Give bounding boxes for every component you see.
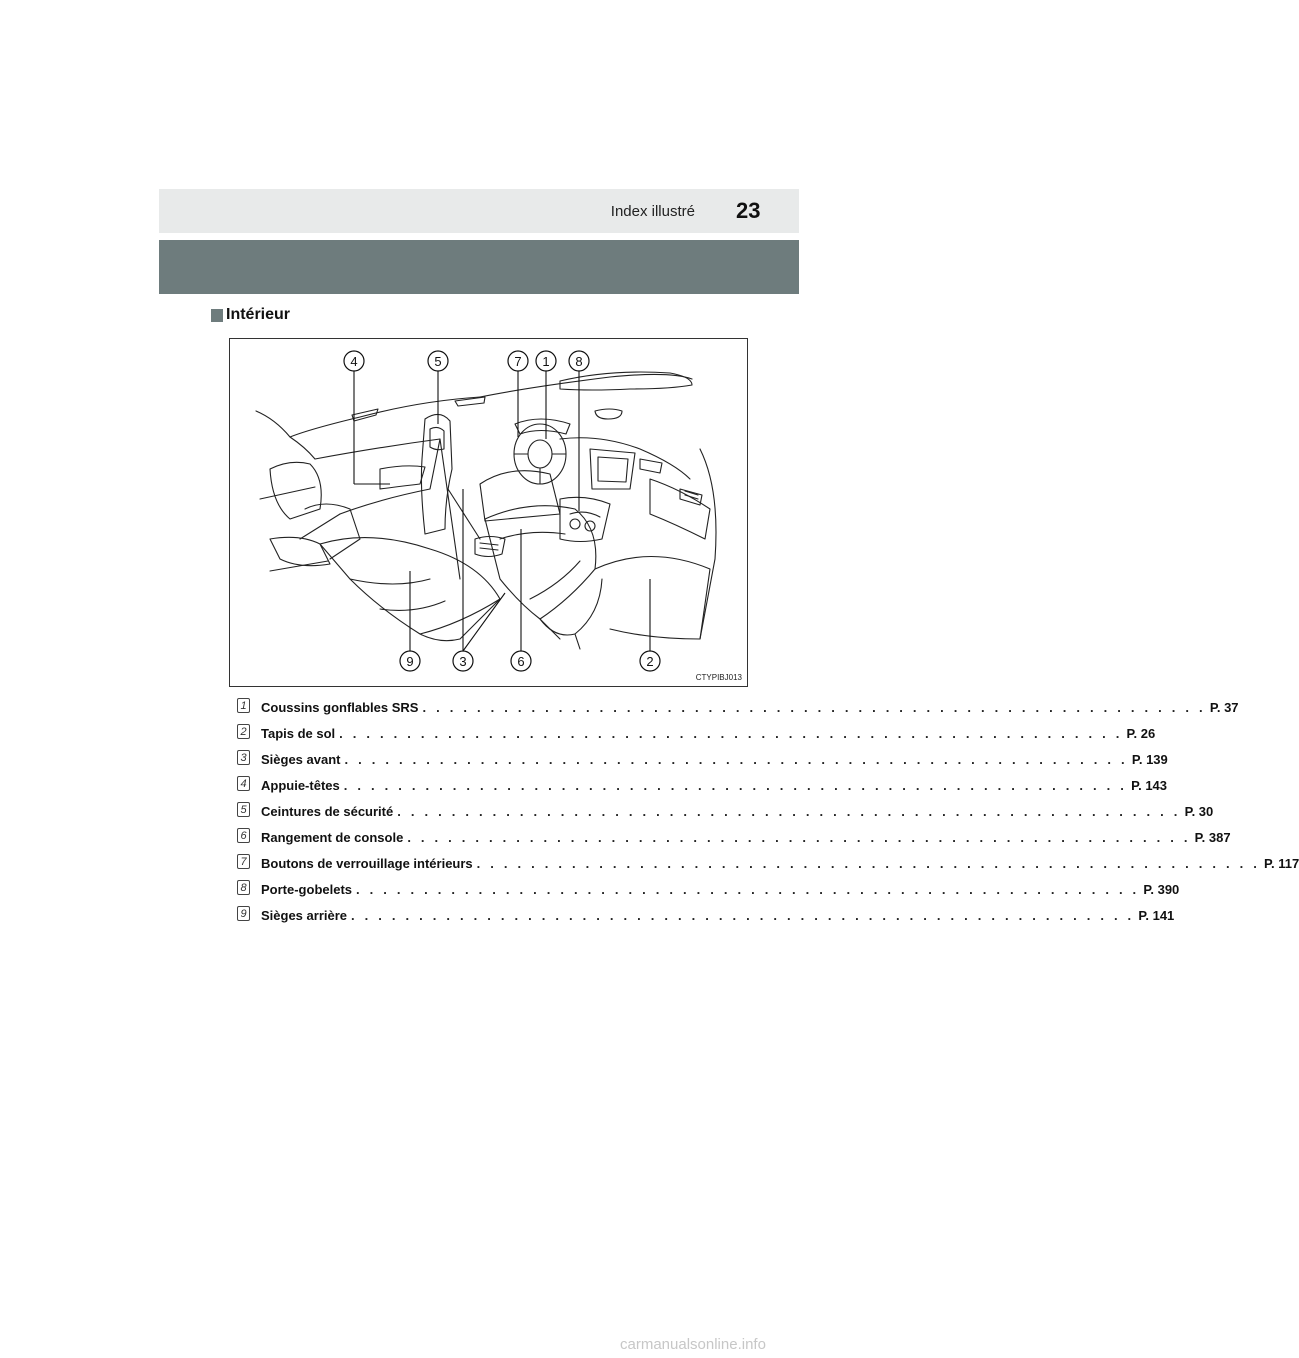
svg-text:6: 6 [517, 654, 525, 669]
car-interior-drawing [230, 339, 749, 688]
list-item [237, 850, 1299, 876]
page-reference: P. 387 [1194, 829, 1231, 845]
item-label: Porte-gobelets [261, 881, 353, 897]
page-reference: P. 139 [1131, 751, 1168, 767]
svg-text:9: 9 [406, 654, 414, 669]
section-title: Index illustré [610, 203, 695, 220]
callout-3 [453, 651, 473, 671]
item-number: 8 [237, 880, 250, 895]
item-number: 3 [237, 750, 250, 765]
chapter-band [159, 240, 799, 294]
callout-5 [428, 351, 448, 371]
item-label: Appuie-têtes [261, 777, 340, 793]
leader-dots: . . . . . . . . . . . . . . . . . . . . . . . . . . . . . . . . . . . . . . . . . . . . . . . . . . . . . . . . . . [397, 803, 1181, 819]
page-number: 23 [736, 198, 761, 223]
header-bar [159, 189, 799, 233]
callout-2 [640, 651, 660, 671]
item-number: 6 [237, 828, 250, 843]
item-number: 7 [237, 854, 250, 869]
item-number: 4 [237, 776, 250, 791]
subheading-text: Intérieur [226, 306, 291, 323]
item-label: Coussins gonflables SRS [261, 699, 419, 715]
page-reference: P. 26 [1126, 725, 1156, 741]
list-item [237, 824, 1231, 850]
item-number: 9 [237, 906, 250, 921]
svg-text:4: 4 [350, 354, 358, 369]
page-reference: P. 37 [1209, 699, 1239, 715]
leader-dots: . . . . . . . . . . . . . . . . . . . . . . . . . . . . . . . . . . . . . . . . . . . . . . . . . . . . . . . . . . [339, 725, 1123, 741]
leader-dots: . . . . . . . . . . . . . . . . . . . . . . . . . . . . . . . . . . . . . . . . . . . . . . . . . . . . . . . . . . [351, 907, 1135, 923]
page-reference: P. 117 [1264, 855, 1299, 871]
item-label: Sièges avant [261, 751, 341, 767]
item-label: Ceintures de sécurité [261, 803, 394, 819]
page-reference: P. 30 [1184, 803, 1214, 819]
callout-1 [536, 351, 556, 371]
page-reference: P. 390 [1143, 881, 1180, 897]
leader-dots: . . . . . . . . . . . . . . . . . . . . . . . . . . . . . . . . . . . . . . . . . . . . . . . . . . . . . . . . . . [476, 855, 1261, 871]
list-item [237, 902, 1175, 928]
item-number: 2 [237, 724, 250, 739]
list-item [237, 798, 1214, 824]
item-label: Rangement de console [261, 829, 404, 845]
callout-9 [400, 651, 420, 671]
leader-dots: . . . . . . . . . . . . . . . . . . . . . . . . . . . . . . . . . . . . . . . . . . . . . . . . . . . . . . . . . . [356, 881, 1140, 897]
callout-6 [511, 651, 531, 671]
callout-7 [508, 351, 528, 371]
svg-text:8: 8 [575, 354, 583, 369]
list-item [237, 720, 1156, 746]
page-reference: P. 143 [1131, 777, 1168, 793]
subheading [211, 306, 290, 324]
list-item [237, 772, 1168, 798]
list-item [237, 694, 1239, 720]
svg-text:5: 5 [434, 354, 442, 369]
interior-illustration [229, 338, 748, 687]
callout-8 [569, 351, 589, 371]
item-label: Sièges arrière [261, 907, 348, 923]
item-number: 1 [237, 698, 250, 713]
page-reference: P. 141 [1138, 907, 1175, 923]
leader-dots: . . . . . . . . . . . . . . . . . . . . . . . . . . . . . . . . . . . . . . . . . . . . . . . . . . . . . . . . . . [343, 777, 1128, 793]
leader-dots: . . . . . . . . . . . . . . . . . . . . . . . . . . . . . . . . . . . . . . . . . . . . . . . . . . . . . . . . . . [344, 751, 1128, 767]
leader-dots: . . . . . . . . . . . . . . . . . . . . . . . . . . . . . . . . . . . . . . . . . . . . . . . . . . . . . . . . . . [407, 829, 1191, 845]
svg-text:1: 1 [542, 354, 550, 369]
square-bullet-icon [211, 309, 223, 322]
watermark: carmanualsonline.info [620, 1336, 766, 1353]
item-label: Tapis de sol [261, 725, 336, 741]
list-item [237, 746, 1168, 772]
svg-text:7: 7 [514, 354, 522, 369]
figure-code: CTYPIBJ013 [695, 673, 742, 682]
item-number: 5 [237, 802, 250, 817]
list-item [237, 876, 1180, 902]
item-label: Boutons de verrouillage intérieurs [261, 855, 473, 871]
svg-text:2: 2 [646, 654, 654, 669]
svg-text:3: 3 [459, 654, 467, 669]
callout-4 [344, 351, 364, 371]
item-list [237, 694, 1299, 928]
leader-dots: . . . . . . . . . . . . . . . . . . . . . . . . . . . . . . . . . . . . . . . . . . . . . . . . . . . . . . . . . . [422, 699, 1206, 715]
